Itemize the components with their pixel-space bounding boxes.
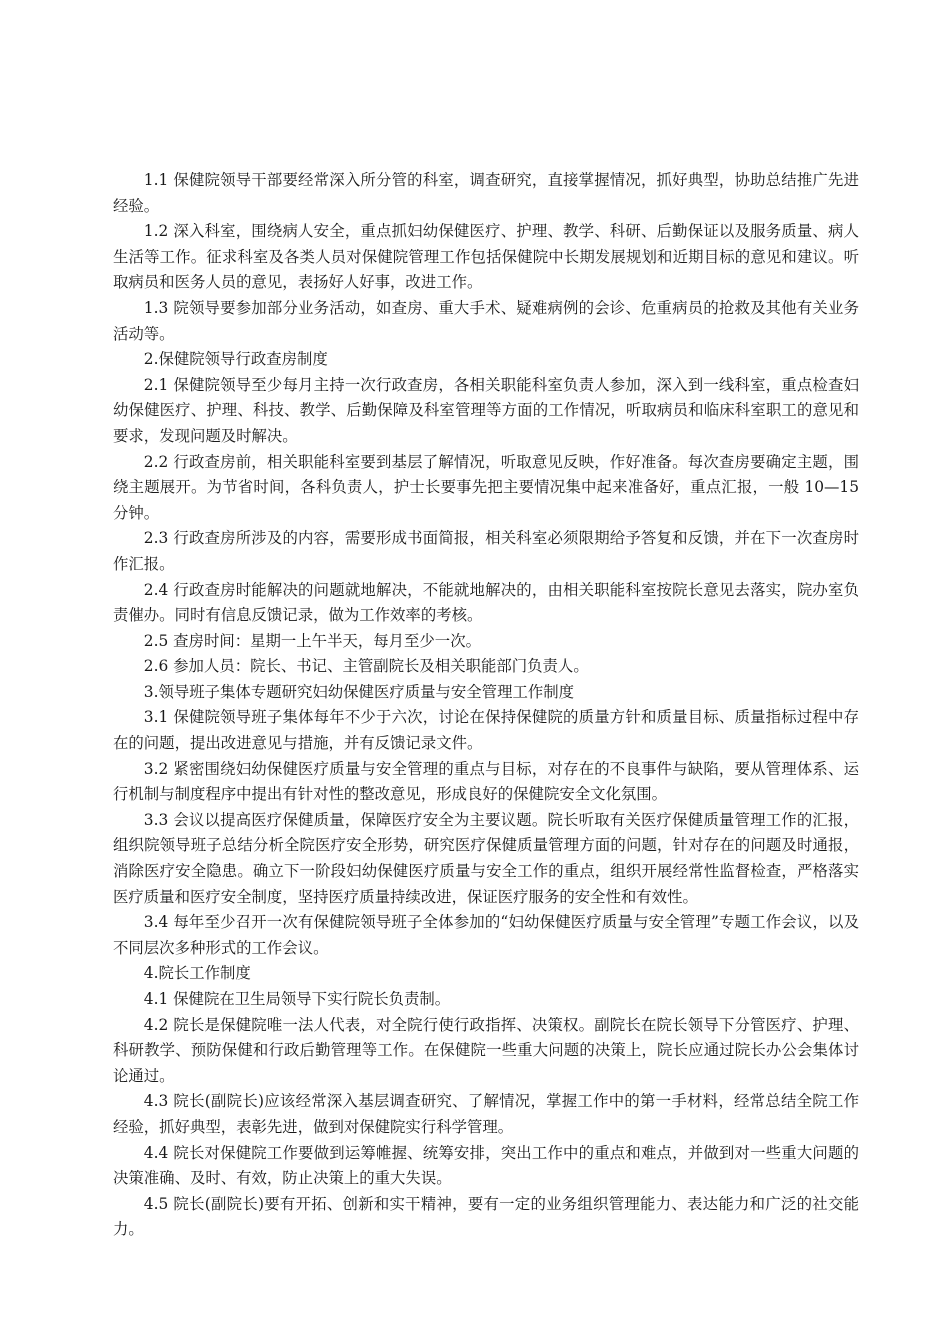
paragraph-2-3: 2.3 行政查房所涉及的内容，需要形成书面简报，相关科室必须限期给予答复和反馈，并在下一次查房时作汇报。 — [113, 529, 859, 573]
paragraph-3-1: 3.1 保健院领导班子集体每年不少于六次，讨论在保持保健院的质量方针和质量目标、质量指标过程中存在的问题，提出改进意见与措施，并有反馈记录文件。 — [113, 708, 859, 753]
paragraph-4-1: 4.1 保健院在卫生局领导下实行院长负责制。 — [143, 990, 451, 1008]
document-body — [113, 168, 859, 1243]
paragraph-1-1: 1.1 保健院领导干部要经常深入所分管的科室，调查研究，直接掌握情况，抓好典型，协助总结推广先进经验。 — [113, 171, 859, 215]
paragraph-4-3: 4.3 院长(副院长)应该经常深入基层调查研究、了解情况，掌握工作中的第一手材料，经常总结全院工作经验，抓好典型，表彰先进，做到对保健院实行科学管理。 — [113, 1092, 859, 1136]
paragraph-4-5: 4.5 院长(副院长)要有开拓、创新和实干精神，要有一定的业务组织管理能力、表达能力和广泛的社交能力。 — [113, 1194, 859, 1239]
paragraph-4-4: 4.4 院长对保健院工作要做到运筹帷握、统筹安排，突出工作中的重点和难点，并做到对一些重大问题的决策准确、及时、有效，防止决策上的重大失误。 — [113, 1143, 859, 1188]
paragraph-2-2: 2.2 行政查房前，相关职能科室要到基层了解情况，听取意见反映，作好准备。每次查房要确定主题，围绕主题展开。为节省时间，各科负责人，护士长要事先把主要情况集中起来准备好，重点汇报，一般 10—15 分钟。 — [113, 452, 859, 522]
paragraph-4-2: 4.2 院长是保健院唯一法人代表，对全院行使行政指挥、决策权。副院长在院长领导下分管医疗、护理、科研教学、预防保健和行政后勤管理等工作。在保健院一些重大问题的决策上，院长应通过院长办公会集体讨论通过。 — [113, 1015, 859, 1085]
section-heading-3: 3.领导班子集体专题研究妇幼保健医疗质量与安全管理工作制度 — [143, 682, 575, 701]
section-heading-4: 4.院长工作制度 — [143, 964, 251, 983]
paragraph-3-4: 3.4 每年至少召开一次有保健院领导班子全体参加的“妇幼保健医疗质量与安全管理”专题工作会议，以及不同层次多种形式的工作会议。 — [113, 913, 859, 957]
paragraph-2-6: 2.6 参加人员：院长、书记、主管副院长及相关职能部门负责人。 — [143, 657, 589, 676]
paragraph-3-3: 3.3 会议以提高医疗保健质量，保障医疗安全为主要议题。院长听取有关医疗保健质量管理工作的汇报，组织院领导班子总结分析全院医疗安全形势，研究医疗保健质量管理方面的问题，针对存在的问题及时通报，消除医疗安全隐患。确立下一阶段妇幼保健医疗质量与安全工作的重点，组织开展经常性监督检查，严格落实医疗质量和医疗安全制度，坚持医疗质量持续改进，保证医疗服务的安全性和有效性。 — [113, 810, 859, 906]
paragraph-2-4: 2.4 行政查房时能解决的问题就地解决，不能就地解决的，由相关职能科室按院长意见去落实，院办室负责催办。同时有信息反馈记录，做为工作效率的考核。 — [113, 580, 859, 625]
paragraph-1-2: 1.2 深入科室，围绕病人安全，重点抓妇幼保健医疗、护理、教学、科研、后勤保证以及服务质量、病人生活等工作。征求科室及各类人员对保健院管理工作包括保健院中长期发展规划和近期目标的意见和建议。听取病员和医务人员的意见，表扬好人好事，改进工作。 — [113, 222, 859, 292]
paragraph-2-5: 2.5 查房时间：星期一上午半天，每月至少一次。 — [143, 631, 481, 650]
paragraph-1-3: 1.3 院领导要参加部分业务活动，如查房、重大手术、疑难病例的会诊、危重病员的抢救及其他有关业务活动等。 — [113, 298, 859, 343]
paragraph-3-2: 3.2 紧密围绕妇幼保健医疗质量与安全管理的重点与目标，对存在的不良事件与缺陷，要从管理体系、运行机制与制度程序中提出有针对性的整改意见，形成良好的保健院安全文化氛围。 — [113, 759, 859, 804]
section-heading-2: 2.保健院领导行政查房制度 — [143, 350, 328, 369]
paragraph-2-1: 2.1 保健院领导至少每月主持一次行政查房，各相关职能科室负责人参加，深入到一线科室，重点检查妇幼保健医疗、护理、科技、教学、后勤保障及科室管理等方面的工作情况，听取病员和临床科室职工的意见和要求，发现问题及时解决。 — [113, 375, 859, 445]
